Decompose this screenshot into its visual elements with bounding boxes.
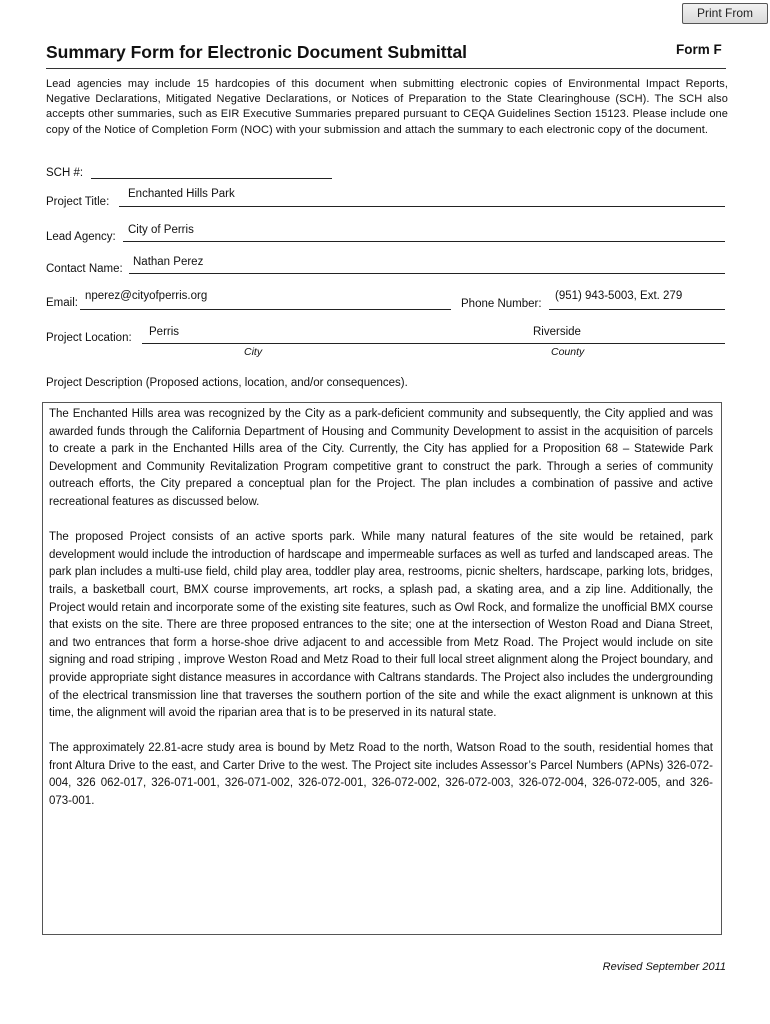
email-underline [80, 309, 451, 310]
intro-paragraph: Lead agencies may include 15 hardcopies of this document when submitting electronic copies of Environmental Impact Reports, Negative Declarations, Mitigated Negative Declarations, or Notices of Preparation to the State Clearinghouse (SCH). The SCH also accepts other summaries, such as EIR Executive Summaries prepared pursuant to CEQA Guidelines Section 15123. Please include one copy of the Notice of Completion Form (NOC) with your submission and attach the summary to each electronic copy of the document. [46, 78, 728, 136]
phone-label: Phone Number: [461, 298, 542, 310]
email-label: Email: [46, 297, 78, 309]
phone-underline [549, 309, 725, 310]
page-title: Summary Form for Electronic Document Submittal [46, 42, 468, 62]
project-title-label: Project Title: [46, 196, 110, 208]
description-paragraph: The proposed Project consists of an active sports park. While many natural features of the site would be retained, park development would include the introduction of hardscape and impermeable surfaces as well as turfed and landscaped areas. The park plan includes a multi-use field, child play area, toddler play area, restrooms, picnic shelters, hardscape, parking lots, bridges, trails, a basketball court, BMX course improvements, art rocks, a splash pad, a skating area, and a zip line. Additionally, the Project would retain and incorporate some of the existing site features, such as Owl Rock, and formalize the unofficial BMX course that exists on the site. There are three proposed entrances to the site; one at the intersection of Weston Road and Diana Street, and two entrances that form a horse-shoe drive adjacent to and accessible from Metz Road. The Project would include on site signing and road striping , improve Weston Road and Metz Road to their full local street alignment along the Project boundary, and provide appropriate sight distance measures in accordance with Caltrans standards. The Project also includes the undergrounding of the electrical transmission line that traverses the southern portion of the site and while the exact alignment is unknown at this time, the alignment will avoid the riparian area that is to be preserved in its natural state. [49, 531, 713, 720]
email-input[interactable]: nperez@cityofperris.org [85, 290, 208, 302]
project-city-input[interactable]: Perris [149, 326, 180, 338]
description-paragraph: The approximately 22.81-acre study area is bound by Metz Road to the north, Watson Road to the south, residential homes that front Altura Drive to the east, and Carter Drive to the west. The Project site includes Assessor’s Parcel Numbers (APNs) 326-072-004, 326 062-017, 326-071-001, 326-071-002, 326-072-001, 326-072-002, 326-072-003, 326-072-004, 326-072-005, and 326-073-001. [49, 742, 713, 808]
city-caption: City [244, 346, 263, 358]
form-identifier: Form F [676, 42, 722, 57]
project-description-text [49, 406, 713, 828]
county-caption: County [551, 346, 585, 358]
lead-agency-label: Lead Agency: [46, 231, 116, 243]
project-description-label: Project Description (Proposed actions, location, and/or consequences). [46, 377, 408, 389]
project-location-underline [142, 343, 725, 344]
contact-name-underline [129, 273, 725, 274]
contact-name-input[interactable]: Nathan Perez [133, 256, 204, 268]
lead-agency-underline [123, 241, 725, 242]
revision-date: Revised September 2011 [602, 961, 726, 973]
lead-agency-input[interactable]: City of Perris [128, 224, 194, 236]
sch-underline [91, 178, 332, 179]
print-form-button[interactable]: Print From [682, 3, 768, 24]
project-title-underline [119, 206, 725, 207]
description-paragraph: The Enchanted Hills area was recognized by the City as a park-deficient community and subsequently, the City applied and was awarded funds through the California Department of Housing and Community Development to assist in the acquisition of parcels to create a park in the Enchanted Hills area of the City. Currently, the City has applied for a Proposition 68 – Statewide Park Development and Community Revitalization Program competitive grant to construct the park. Through a series of community outreach efforts, the City prepared a conceptual plan for the Project. The plan includes a combination of passive and active recreational features as discussed below. [49, 408, 713, 508]
project-location-label: Project Location: [46, 332, 132, 344]
project-county-input[interactable]: Riverside [533, 326, 581, 338]
project-title-input[interactable]: Enchanted Hills Park [128, 188, 235, 200]
project-description-textarea[interactable] [42, 402, 722, 935]
phone-input[interactable]: (951) 943-5003, Ext. 279 [555, 290, 683, 302]
contact-name-label: Contact Name: [46, 263, 123, 275]
sch-label: SCH #: [46, 167, 84, 179]
header-divider [46, 68, 726, 69]
